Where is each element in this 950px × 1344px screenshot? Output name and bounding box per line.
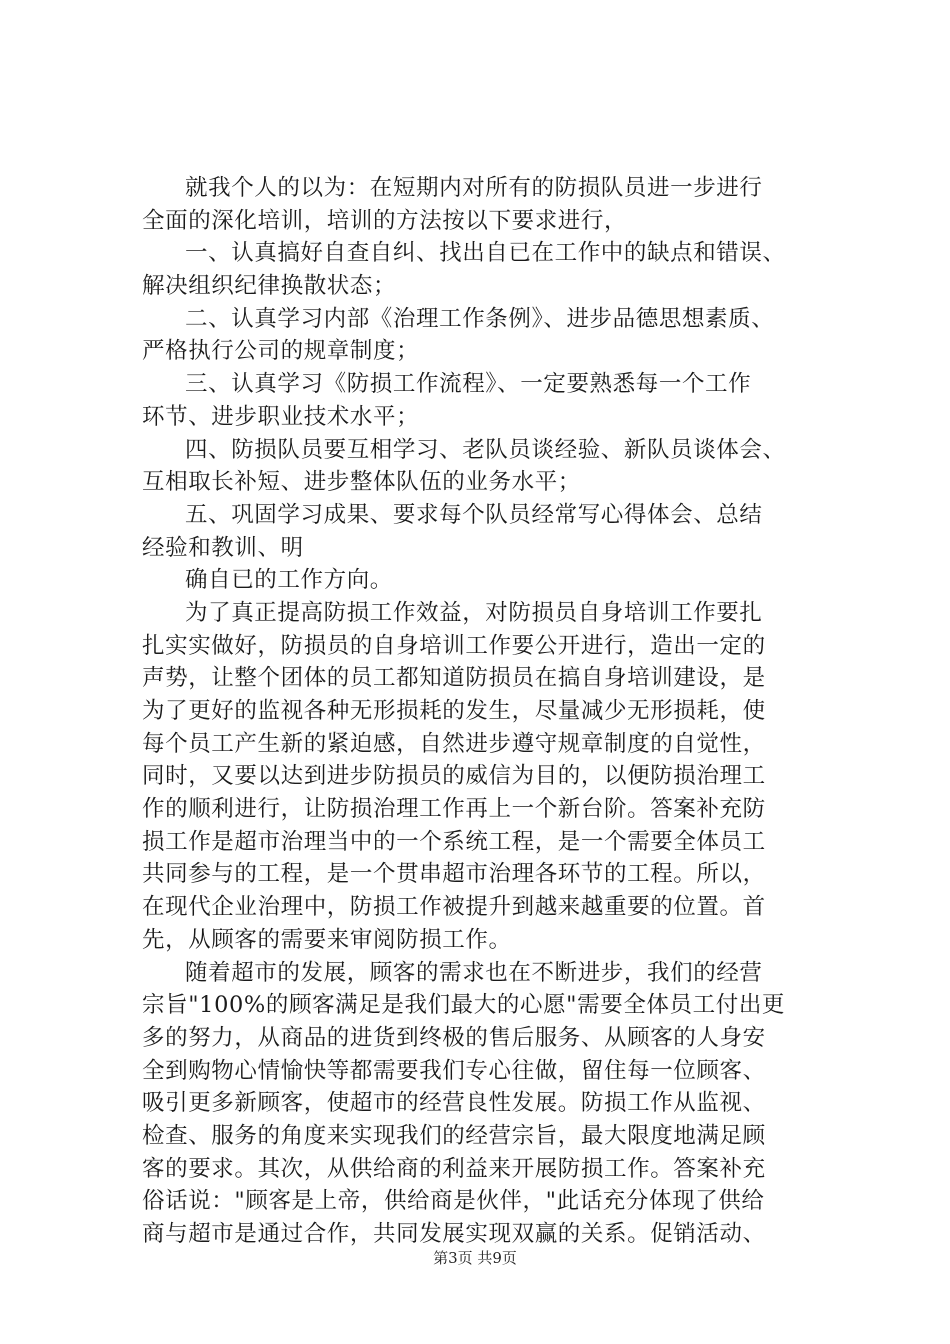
- text-line: 为了真正提高防损工作效益，对防损员自身培训工作要扎: [185, 599, 763, 626]
- text-line: 互相取长补短、进步整体队伍的业务水平；: [142, 469, 581, 496]
- text-line: 就我个人的以为：在短期内对所有的防损队员进一步进行: [185, 175, 763, 201]
- text-line: 吸引更多新顾客，使超市的经营良性发展。防损工作从监视、: [142, 1090, 766, 1117]
- document-body: [142, 172, 832, 1251]
- text-line: 随着超市的发展，顾客的需求也在不断进步，我们的经营: [185, 959, 763, 986]
- text-line: 解决组织纪律换散状态；: [142, 273, 397, 300]
- text-line: 为了更好的监视各种无形损耗的发生，尽量减少无形损耗，使: [142, 698, 766, 724]
- text-line: 扎实实做好，防损员的自身培训工作要公开进行，造出一定的: [142, 632, 766, 659]
- text-line: 客的要求。其次，从供给商的利益来开展防损工作。答案补充: [142, 1155, 766, 1182]
- text-line: 环节、进步职业技术水平；: [142, 403, 420, 430]
- text-line: 俗话说："顾客是上帝，供给商是伙伴，"此话充分体现了供给: [142, 1188, 765, 1215]
- text-line: 检查、服务的角度来实现我们的经营宗旨，最大限度地满足顾: [142, 1122, 766, 1149]
- text-line: 经验和教训、明: [142, 534, 304, 561]
- text-line: 每个员工产生新的紧迫感，自然进步遵守规章制度的自觉性，: [142, 730, 766, 757]
- text-line: 三、认真学习《防损工作流程》、一定要熟悉每一个工作: [185, 371, 752, 398]
- text-line: 共同参与的工程，是一个贯串超市治理各环节的工程。所以，: [142, 861, 766, 888]
- text-line: 声势，让整个团体的员工都知道防损员在搞自身培训建设，是: [142, 665, 766, 692]
- text-line: 同时，又要以达到进步防损员的威信为目的，以便防损治理工: [142, 763, 766, 790]
- text-line: 五、巩固学习成果、要求每个队员经常写心得体会、总结: [185, 501, 763, 528]
- text-line: 先，从顾客的需要来审阅防损工作。: [142, 926, 512, 953]
- text-line: 四、防损队员要互相学习、老队员谈经验、新队员谈体会、: [185, 436, 786, 463]
- page-footer: 第3页 共9页: [433, 1249, 517, 1267]
- text-line: 全到购物心情愉快等都需要我们专心往做，留住每一位顾客、: [142, 1057, 766, 1084]
- text-line: 商与超市是通过合作，共同发展实现双赢的关系。促销活动、: [142, 1221, 766, 1247]
- text-line: 损工作是超市治理当中的一个系统工程，是一个需要全体员工: [142, 828, 766, 855]
- text-line: 多的努力，从商品的进货到终极的售后服务、从顾客的人身安: [142, 1024, 766, 1051]
- text-line: 全面的深化培训，培训的方法按以下要求进行，: [142, 207, 628, 234]
- text-line: 作的顺利进行，让防损治理工作再上一个新台阶。答案补充防: [142, 796, 766, 823]
- text-line: 宗旨"100%的顾客满足是我们最大的心愿"需要全体员工付出更: [142, 992, 786, 1019]
- text-line: 确自已的工作方向。: [185, 567, 393, 594]
- text-line: 二、认真学习内部《治理工作条例》、进步品德思想素质、: [185, 305, 775, 332]
- text-line: 严格执行公司的规章制度；: [142, 338, 420, 365]
- text-line: 在现代企业治理中，防损工作被提升到越来越重要的位置。首: [142, 894, 766, 921]
- text-line: 一、认真搞好自查自纠、找出自已在工作中的缺点和错误、: [185, 240, 786, 267]
